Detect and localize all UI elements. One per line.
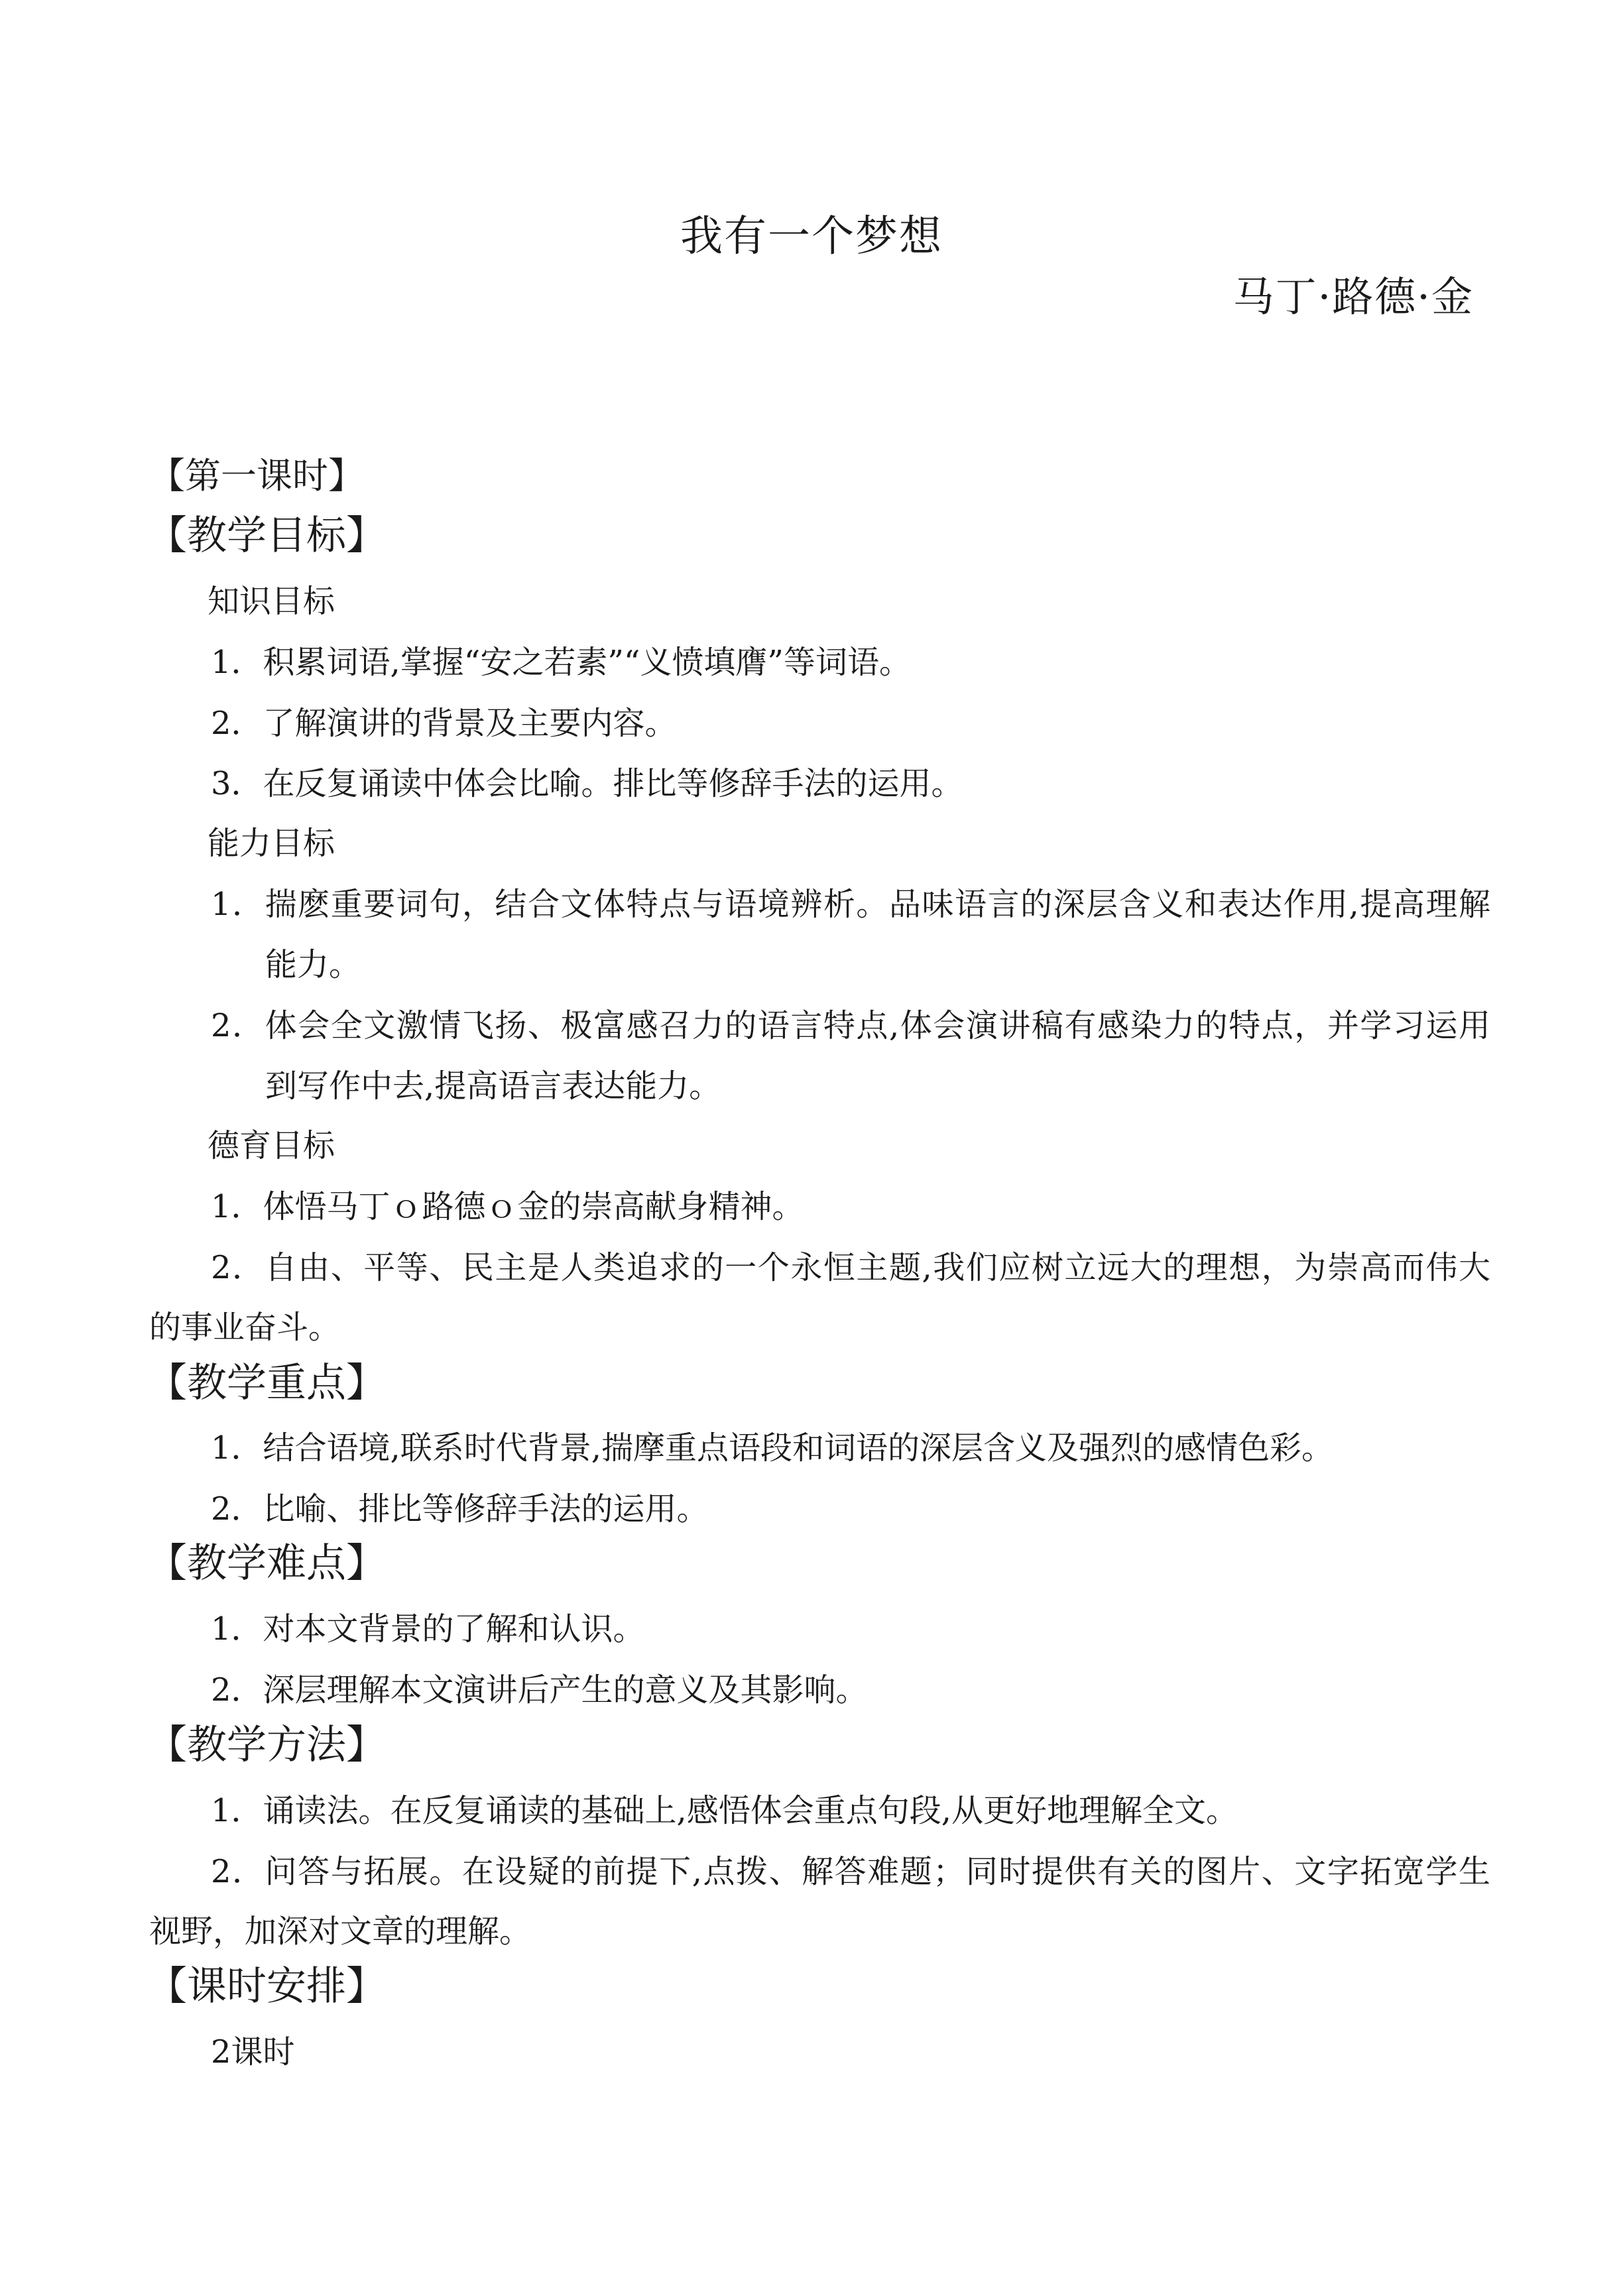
knowledge-objectives-label: 知识目标	[208, 583, 335, 620]
schedule-heading: 【课时安排】	[147, 1963, 386, 2010]
difficulty-item-2: 2．深层理解本文演讲后产生的意义及其影响。	[211, 1671, 868, 1709]
ability-item-1-line-1: 1．揣麽重要词句，结合文体特点与语境辨析。品味语言的深层含义和表达作用,提高理解	[211, 886, 1490, 923]
method-item-1: 1．诵读法。在反复诵读的基础上,感悟体会重点句段,从更好地理解全文。	[211, 1792, 1238, 1829]
lesson-heading: 【第一课时】	[149, 455, 364, 497]
objectives-heading: 【教学目标】	[147, 513, 386, 559]
moral-objectives-label: 德育目标	[208, 1127, 335, 1164]
knowledge-item-1: 1．积累词语,掌握“安之若素”“义愤填膺”等词语。	[211, 644, 911, 681]
moral-item-2-line-2: 的事业奋斗。	[149, 1309, 341, 1346]
moral-item-1: 1．体悟马丁ｏ路德ｏ金的崇高献身精神。	[211, 1188, 804, 1225]
schedule-value: 2课时	[211, 2033, 295, 2071]
method-item-2-line-2: 视野，加深对文章的理解。	[149, 1913, 532, 1950]
knowledge-item-3: 3．在反复诵读中体会比喻。排比等修辞手法的运用。	[211, 765, 963, 802]
moral-item-2-line-1: 2．自由、平等、民主是人类追求的一个永恒主题,我们应树立远大的理想，为崇高而伟大	[211, 1249, 1490, 1286]
ability-item-1-line-2: 能力。	[265, 946, 361, 983]
key-point-item-2: 2．比喻、排比等修辞手法的运用。	[211, 1490, 709, 1528]
difficulty-item-1: 1．对本文背景的了解和认识。	[211, 1610, 645, 1648]
methods-heading: 【教学方法】	[147, 1722, 386, 1768]
knowledge-item-2: 2．了解演讲的背景及主要内容。	[211, 705, 677, 742]
document-author: 马丁·路德·金	[1232, 272, 1474, 321]
ability-item-2-line-2: 到写作中去,提高语言表达能力。	[265, 1067, 721, 1105]
ability-objectives-label: 能力目标	[208, 825, 335, 862]
key-point-item-1: 1．结合语境,联系时代背景,揣摩重点语段和词语的深层含义及强烈的感情色彩。	[211, 1429, 1334, 1467]
ability-item-2-line-1: 2．体会全文激情飞扬、极富感召力的语言特点,体会演讲稿有感染力的特点，并学习运用	[211, 1007, 1490, 1044]
document-title: 我有一个梦想	[680, 212, 943, 261]
key-points-heading: 【教学重点】	[147, 1360, 386, 1406]
difficulties-heading: 【教学难点】	[147, 1540, 386, 1587]
method-item-2-line-1: 2．问答与拓展。在设疑的前提下,点拨、解答难题；同时提供有关的图片、文字拓宽学生	[211, 1853, 1490, 1890]
